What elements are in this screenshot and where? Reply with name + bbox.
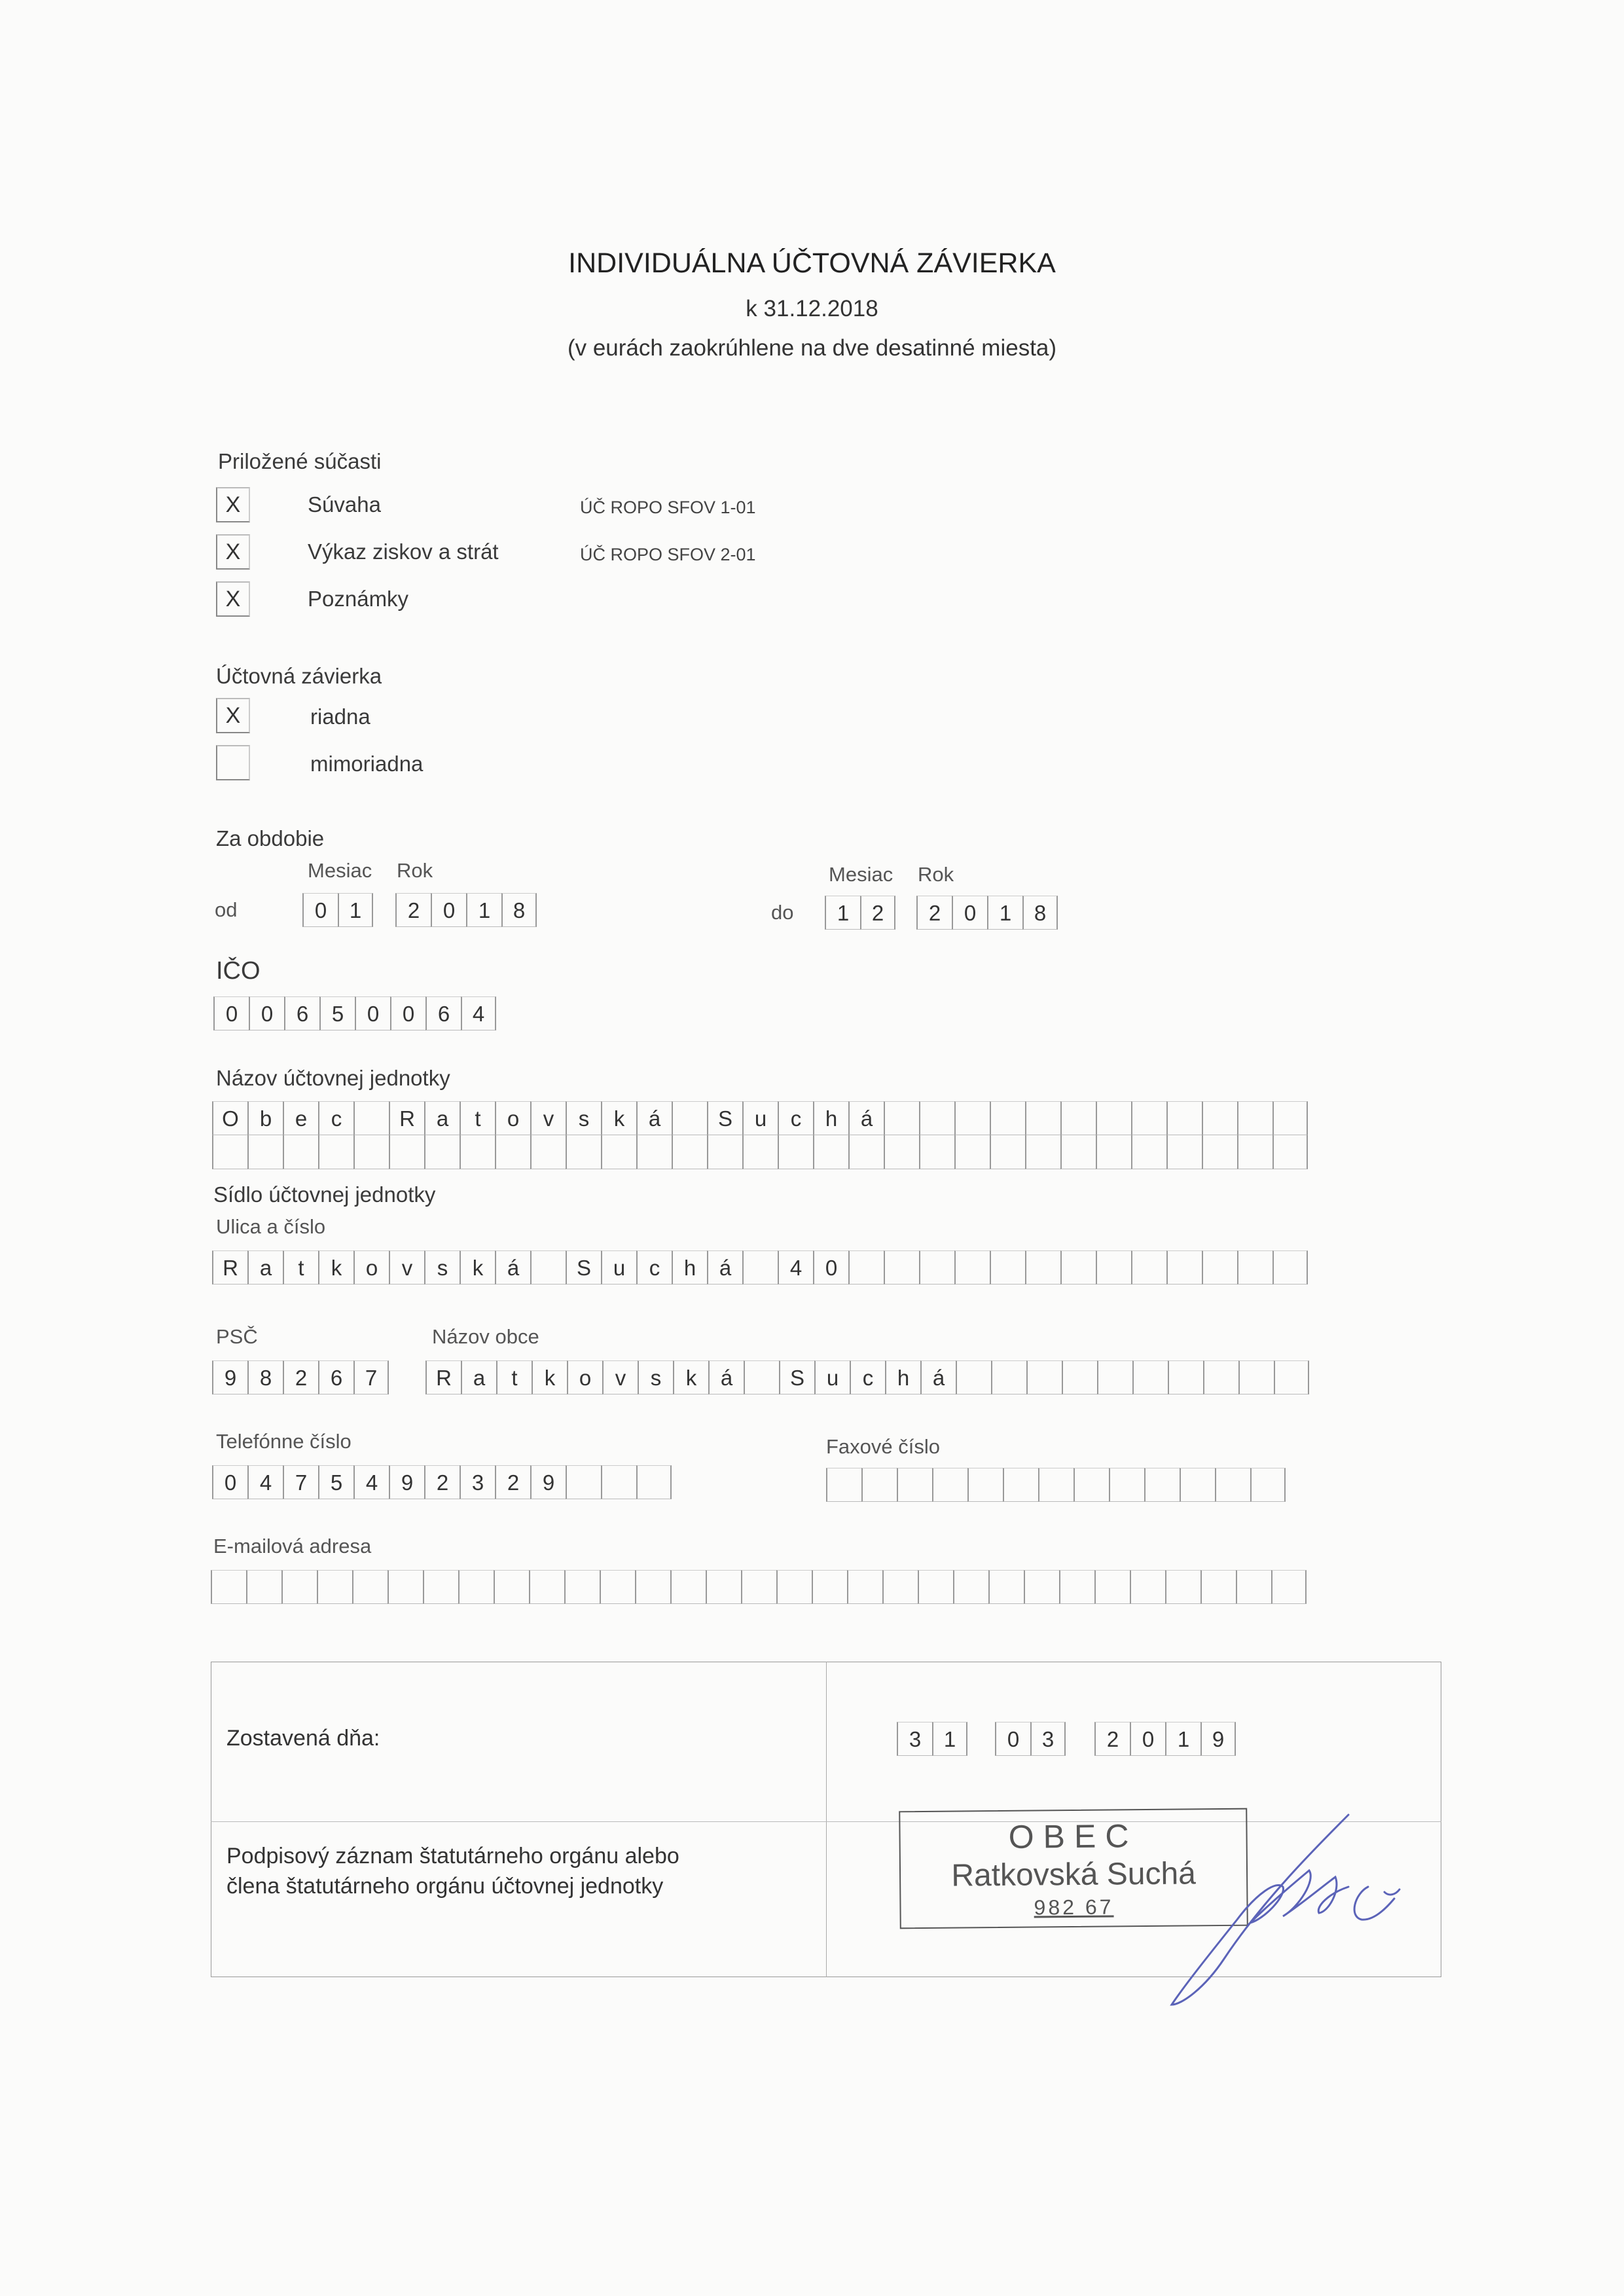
- street-cell: á: [707, 1250, 742, 1285]
- psc-cell: 9: [212, 1360, 247, 1394]
- city-cell: k: [532, 1360, 567, 1394]
- entity-name-cell: [848, 1135, 884, 1169]
- fax-cell: [1038, 1468, 1074, 1502]
- from-year-digit: 2: [395, 893, 431, 927]
- entity-name-cell: [1166, 1101, 1202, 1135]
- from-month-label: Mesiac: [308, 859, 372, 882]
- attachment-checkbox-poznamky[interactable]: X: [216, 581, 250, 617]
- street-cell: [1131, 1250, 1166, 1285]
- to-month-label: Mesiac: [829, 863, 893, 886]
- city-cell: [1203, 1360, 1238, 1394]
- entity-name-cell: [601, 1135, 636, 1169]
- entity-name-cell: [990, 1135, 1025, 1169]
- statement-type-label-mimoriadna: mimoriadna: [310, 752, 424, 776]
- city-cell: v: [602, 1360, 638, 1394]
- email-cell: [564, 1570, 600, 1604]
- email-cell: [1236, 1570, 1271, 1604]
- email-cell: [281, 1570, 317, 1604]
- to-year-digit: 1: [987, 896, 1022, 930]
- fax-cell: [1144, 1468, 1180, 1502]
- entity-name-cell: b: [247, 1101, 283, 1135]
- phone-cell: 5: [318, 1465, 353, 1499]
- ico-label: IČO: [216, 957, 261, 985]
- street-cell: [954, 1250, 990, 1285]
- email-cell: [741, 1570, 776, 1604]
- phone-cell: 9: [530, 1465, 566, 1499]
- fax-cell: [967, 1468, 1003, 1502]
- city-cell: R: [425, 1360, 461, 1394]
- email-cell: [388, 1570, 423, 1604]
- entity-name-cell: [353, 1135, 389, 1169]
- compiled-year-digit: 9: [1200, 1722, 1236, 1756]
- entity-name-cell: v: [530, 1101, 566, 1135]
- street-cell: [1272, 1250, 1308, 1285]
- from-month-digit: 1: [338, 893, 373, 927]
- ico-digit-cell: 0: [213, 996, 249, 1030]
- entity-name-cell: k: [601, 1101, 636, 1135]
- ico-digit-cell: 0: [249, 996, 284, 1030]
- fax-cell: [1215, 1468, 1250, 1502]
- street-cell: 0: [813, 1250, 848, 1285]
- to-year-digit: 8: [1022, 896, 1058, 930]
- fax-cell: [826, 1468, 861, 1502]
- to-year-digit: 0: [952, 896, 987, 930]
- entity-name-cell: [1237, 1101, 1272, 1135]
- phone-cell: 2: [424, 1465, 460, 1499]
- fax-cell: [1180, 1468, 1215, 1502]
- ico-digit-cell: 5: [319, 996, 355, 1030]
- date-line: k 31.12.2018: [746, 296, 878, 321]
- entity-name-cell: [1060, 1101, 1096, 1135]
- city-cell: [1062, 1360, 1097, 1394]
- entity-name-cell: s: [566, 1101, 601, 1135]
- email-cell: [988, 1570, 1024, 1604]
- statement-type-checkbox-mimoriadna[interactable]: [216, 745, 250, 780]
- entity-name-cell: [919, 1135, 954, 1169]
- street-cell: [1025, 1250, 1060, 1285]
- entity-name-field-row2[interactable]: [212, 1135, 1308, 1169]
- email-cell: [494, 1570, 529, 1604]
- entity-name-cell: h: [813, 1101, 848, 1135]
- attachments-heading: Priložené súčasti: [218, 449, 382, 473]
- entity-name-field-row1[interactable]: [212, 1101, 1308, 1135]
- entity-name-cell: [1166, 1135, 1202, 1169]
- compiled-year-cells[interactable]: [1094, 1722, 1236, 1756]
- email-cell: [1059, 1570, 1094, 1604]
- entity-name-cell: O: [212, 1101, 247, 1135]
- entity-name-cell: [1202, 1135, 1237, 1169]
- entity-name-cell: [389, 1135, 424, 1169]
- entity-name-cell: R: [389, 1101, 424, 1135]
- entity-name-cell: [1202, 1101, 1237, 1135]
- city-field[interactable]: [425, 1360, 1309, 1394]
- city-cell: S: [779, 1360, 814, 1394]
- entity-name-cell: [460, 1135, 495, 1169]
- statement-type-heading: Účtovná závierka: [216, 664, 382, 688]
- entity-name-cell: [919, 1101, 954, 1135]
- street-cell: v: [389, 1250, 424, 1285]
- entity-name-cell: [318, 1135, 353, 1169]
- compiled-year-digit: 0: [1130, 1722, 1165, 1756]
- compiled-month-digit: 0: [995, 1722, 1030, 1756]
- signature-label-line2: člena štatutárneho orgánu účtovnej jednotky: [226, 1874, 664, 1899]
- entity-name-cell: [1272, 1101, 1308, 1135]
- city-cell: á: [708, 1360, 744, 1394]
- email-cell: [882, 1570, 918, 1604]
- phone-cell: [566, 1465, 601, 1499]
- phone-cell: [601, 1465, 636, 1499]
- entity-name-cell: [566, 1135, 601, 1169]
- city-cell: [1274, 1360, 1309, 1394]
- entity-name-cell: c: [318, 1101, 353, 1135]
- phone-cell: 0: [212, 1465, 247, 1499]
- phone-cell: 2: [495, 1465, 530, 1499]
- street-cell: u: [601, 1250, 636, 1285]
- to-label: do: [771, 901, 794, 924]
- entity-name-cell: [813, 1135, 848, 1169]
- city-cell: [1132, 1360, 1168, 1394]
- compiled-date-label: Zostavená dňa:: [226, 1726, 380, 1751]
- street-label: Ulica a číslo: [216, 1215, 326, 1238]
- to-year-label: Rok: [918, 863, 954, 886]
- entity-name-cell: [1096, 1101, 1131, 1135]
- street-cell: [990, 1250, 1025, 1285]
- handwritten-signature: [1152, 1808, 1447, 2011]
- attachment-label-suvaha: Súvaha: [308, 492, 381, 517]
- entity-name-cell: [636, 1135, 672, 1169]
- email-cell: [352, 1570, 388, 1604]
- entity-name-cell: [672, 1135, 707, 1169]
- email-cell: [635, 1570, 670, 1604]
- ico-digit-cell: 0: [390, 996, 425, 1030]
- street-cell: 4: [778, 1250, 813, 1285]
- city-cell: [1026, 1360, 1062, 1394]
- city-cell: [991, 1360, 1026, 1394]
- street-cell: [1166, 1250, 1202, 1285]
- entity-name-cell: u: [742, 1101, 778, 1135]
- email-cell: [812, 1570, 847, 1604]
- ico-digit-cell: 4: [461, 996, 496, 1030]
- city-cell: [956, 1360, 991, 1394]
- attachment-code-vykaz: ÚČ ROPO SFOV 2-01: [580, 545, 756, 564]
- street-cell: S: [566, 1250, 601, 1285]
- ico-digit-cell: 6: [425, 996, 461, 1030]
- entity-name-cell: [672, 1101, 707, 1135]
- phone-label: Telefónne číslo: [216, 1430, 352, 1453]
- entity-name-cell: [212, 1135, 247, 1169]
- fax-cell: [1109, 1468, 1144, 1502]
- street-cell: s: [424, 1250, 460, 1285]
- city-cell: a: [461, 1360, 496, 1394]
- ico-field[interactable]: [213, 996, 496, 1030]
- entity-name-cell: [1237, 1135, 1272, 1169]
- from-month-digit: 0: [302, 893, 338, 927]
- fax-cell: [861, 1468, 897, 1502]
- street-field[interactable]: [212, 1250, 1308, 1285]
- to-month-digit: 1: [825, 896, 860, 930]
- email-cell: [918, 1570, 953, 1604]
- entity-name-cell: [1025, 1101, 1060, 1135]
- email-cell: [211, 1570, 246, 1604]
- email-cell: [1165, 1570, 1200, 1604]
- street-cell: a: [247, 1250, 283, 1285]
- compiled-year-digit: 2: [1094, 1722, 1130, 1756]
- phone-cell: 3: [460, 1465, 495, 1499]
- street-cell: t: [283, 1250, 318, 1285]
- entity-name-cell: [495, 1135, 530, 1169]
- city-cell: t: [496, 1360, 532, 1394]
- ico-digit-cell: 0: [355, 996, 390, 1030]
- compiled-day-cells[interactable]: [897, 1722, 967, 1756]
- entity-name-cell: [778, 1135, 813, 1169]
- fax-cell: [897, 1468, 932, 1502]
- to-month-digit: 2: [860, 896, 895, 930]
- entity-name-cell: [353, 1101, 389, 1135]
- from-year-cells[interactable]: [395, 893, 537, 927]
- phone-cell: 4: [353, 1465, 389, 1499]
- entity-name-cell: [954, 1101, 990, 1135]
- email-label: E-mailová adresa: [213, 1535, 372, 1558]
- phone-cell: [636, 1465, 672, 1499]
- email-cell: [1130, 1570, 1165, 1604]
- email-cell: [246, 1570, 281, 1604]
- document-title: INDIVIDUÁLNA ÚČTOVNÁ ZÁVIERKA: [568, 247, 1056, 279]
- email-cell: [847, 1570, 882, 1604]
- stamp-line2: Ratkovská Suchá: [951, 1856, 1197, 1893]
- compiled-month-cells[interactable]: [995, 1722, 1066, 1756]
- entity-name-cell: a: [424, 1101, 460, 1135]
- address-heading: Sídlo účtovnej jednotky: [213, 1182, 436, 1207]
- entity-name-cell: [884, 1135, 919, 1169]
- statement-type-label-riadna: riadna: [310, 704, 370, 729]
- phone-cell: 4: [247, 1465, 283, 1499]
- street-cell: [530, 1250, 566, 1285]
- street-cell: R: [212, 1250, 247, 1285]
- city-cell: [1238, 1360, 1274, 1394]
- from-year-label: Rok: [397, 859, 433, 882]
- fax-label: Faxové číslo: [826, 1435, 941, 1458]
- attachment-code-suvaha: ÚČ ROPO SFOV 1-01: [580, 498, 756, 517]
- street-cell: h: [672, 1250, 707, 1285]
- city-cell: s: [638, 1360, 673, 1394]
- compiled-day-digit: 3: [897, 1722, 932, 1756]
- street-cell: o: [353, 1250, 389, 1285]
- entity-name-cell: á: [636, 1101, 672, 1135]
- street-cell: k: [460, 1250, 495, 1285]
- entity-name-cell: [247, 1135, 283, 1169]
- email-cell: [1094, 1570, 1130, 1604]
- compiled-month-digit: 3: [1030, 1722, 1066, 1756]
- city-cell: c: [850, 1360, 885, 1394]
- entity-name-cell: [530, 1135, 566, 1169]
- entity-name-cell: o: [495, 1101, 530, 1135]
- compiled-year-digit: 1: [1165, 1722, 1200, 1756]
- street-cell: k: [318, 1250, 353, 1285]
- street-cell: [1060, 1250, 1096, 1285]
- psc-label: PSČ: [216, 1325, 258, 1348]
- currency-note: (v eurách zaokrúhlene na dve desatinné miesta): [567, 335, 1057, 361]
- entity-name-cell: [1131, 1101, 1166, 1135]
- attachment-checkbox-vykaz[interactable]: X: [216, 534, 250, 570]
- city-cell: o: [567, 1360, 602, 1394]
- city-cell: [1097, 1360, 1132, 1394]
- street-cell: [848, 1250, 884, 1285]
- street-cell: [919, 1250, 954, 1285]
- signature-label-line1: Podpisový záznam štatutárneho orgánu alebo: [226, 1844, 679, 1868]
- phone-cell: 7: [283, 1465, 318, 1499]
- city-cell: [744, 1360, 779, 1394]
- entity-name-cell: [884, 1101, 919, 1135]
- stamp-line3: 982 67: [1034, 1895, 1114, 1920]
- entity-name-cell: [1060, 1135, 1096, 1169]
- from-label: od: [215, 898, 238, 921]
- entity-name-cell: S: [707, 1101, 742, 1135]
- email-cell: [600, 1570, 635, 1604]
- entity-name-cell: [424, 1135, 460, 1169]
- phone-field[interactable]: [212, 1465, 672, 1499]
- fax-cell: [932, 1468, 967, 1502]
- to-year-digit: 2: [916, 896, 952, 930]
- statement-type-checkbox-riadna[interactable]: X: [216, 698, 250, 733]
- email-cell: [317, 1570, 352, 1604]
- entity-name-cell: [1131, 1135, 1166, 1169]
- entity-name-cell: e: [283, 1101, 318, 1135]
- fax-cell: [1003, 1468, 1038, 1502]
- attachment-checkbox-suvaha[interactable]: X: [216, 487, 250, 522]
- psc-cell: 2: [283, 1360, 318, 1394]
- city-cell: h: [885, 1360, 920, 1394]
- street-cell: [884, 1250, 919, 1285]
- entity-name-cell: [1272, 1135, 1308, 1169]
- entity-name-cell: [954, 1135, 990, 1169]
- email-cell: [706, 1570, 741, 1604]
- phone-cell: 9: [389, 1465, 424, 1499]
- psc-cell: 8: [247, 1360, 283, 1394]
- email-cell: [1024, 1570, 1059, 1604]
- email-field[interactable]: [211, 1570, 1307, 1604]
- city-cell: á: [920, 1360, 956, 1394]
- entity-name-cell: [990, 1101, 1025, 1135]
- to-month-cells[interactable]: [825, 896, 895, 930]
- email-cell: [529, 1570, 564, 1604]
- fax-cell: [1074, 1468, 1109, 1502]
- entity-name-cell: [707, 1135, 742, 1169]
- entity-name-cell: [283, 1135, 318, 1169]
- city-cell: [1168, 1360, 1203, 1394]
- stamp-line1: OBEC: [1008, 1817, 1138, 1855]
- street-cell: [1202, 1250, 1237, 1285]
- from-year-digit: 1: [466, 893, 501, 927]
- psc-cell: 7: [353, 1360, 389, 1394]
- signoff-divider-vertical: [826, 1662, 827, 1977]
- compiled-day-digit: 1: [932, 1722, 967, 1756]
- period-heading: Za obdobie: [216, 826, 325, 850]
- entity-name-cell: c: [778, 1101, 813, 1135]
- street-cell: [1237, 1250, 1272, 1285]
- psc-cell: 6: [318, 1360, 353, 1394]
- city-cell: k: [673, 1360, 708, 1394]
- street-cell: [1096, 1250, 1131, 1285]
- fax-cell: [1250, 1468, 1286, 1502]
- entity-name-cell: t: [460, 1101, 495, 1135]
- city-label: Názov obce: [432, 1325, 539, 1348]
- entity-name-cell: á: [848, 1101, 884, 1135]
- email-cell: [776, 1570, 812, 1604]
- psc-field[interactable]: [212, 1360, 389, 1394]
- email-cell: [458, 1570, 494, 1604]
- email-cell: [1271, 1570, 1307, 1604]
- from-year-digit: 8: [501, 893, 537, 927]
- email-cell: [1200, 1570, 1236, 1604]
- street-cell: [742, 1250, 778, 1285]
- street-cell: c: [636, 1250, 672, 1285]
- email-cell: [670, 1570, 706, 1604]
- entity-name-cell: [1096, 1135, 1131, 1169]
- to-year-cells[interactable]: [916, 896, 1058, 930]
- from-month-cells[interactable]: [302, 893, 373, 927]
- entity-name-cell: [1025, 1135, 1060, 1169]
- city-cell: u: [814, 1360, 850, 1394]
- attachment-label-vykaz: Výkaz ziskov a strát: [308, 539, 499, 564]
- email-cell: [423, 1570, 458, 1604]
- entity-name-label: Názov účtovnej jednotky: [216, 1066, 450, 1090]
- street-cell: á: [495, 1250, 530, 1285]
- attachment-label-poznamky: Poznámky: [308, 587, 409, 611]
- email-cell: [953, 1570, 988, 1604]
- fax-field[interactable]: [826, 1468, 1286, 1502]
- ico-digit-cell: 6: [284, 996, 319, 1030]
- from-year-digit: 0: [431, 893, 466, 927]
- entity-name-cell: [742, 1135, 778, 1169]
